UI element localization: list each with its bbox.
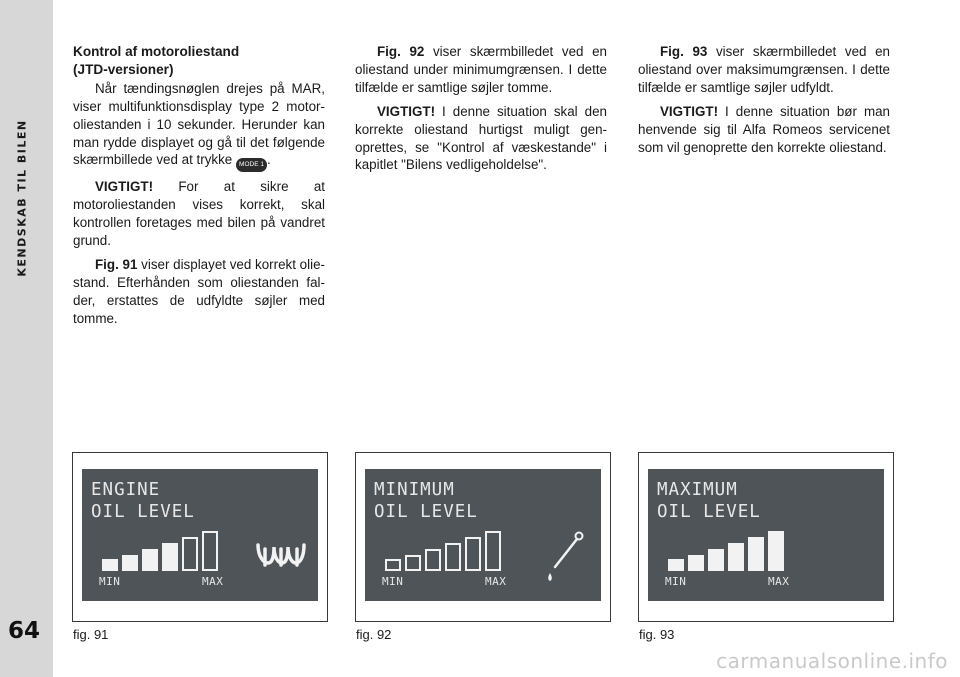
important-label: VIGTIGT! xyxy=(377,103,436,119)
paragraph xyxy=(73,178,325,250)
text-column-2 xyxy=(355,43,607,180)
oil-level-bar xyxy=(485,531,501,571)
oil-level-bar xyxy=(465,537,481,571)
figure-91 xyxy=(72,452,328,622)
display-title xyxy=(657,479,761,523)
paragraph-text: I denne situation bør man henvende sig til Alfa Romeos servicenet som vil genoprette den korrekte oliestand. xyxy=(638,103,890,155)
figure-reference: Fig. 92 xyxy=(377,44,425,59)
figure-93 xyxy=(638,452,894,622)
heading-line-1: Kontrol af motoroliestand xyxy=(73,44,240,59)
paragraph xyxy=(355,43,607,97)
paragraph xyxy=(73,256,325,328)
section-heading xyxy=(73,43,325,79)
max-label: MAX xyxy=(202,575,224,588)
oil-level-bar xyxy=(748,537,764,571)
paragraph-text: viser skærmbilledet ved en oliestand over maksimumgrænsen. I dette tilfælde er samtlige søjler udfyldt. xyxy=(638,44,891,95)
important-label: VIGTIGT! xyxy=(660,103,719,119)
oil-level-bar xyxy=(688,555,704,571)
oil-level-bar xyxy=(202,531,218,571)
oil-level-bar xyxy=(728,543,744,571)
oil-level-bar xyxy=(768,531,784,571)
mode-1-button-icon: MODE 1 xyxy=(236,158,267,172)
paragraph xyxy=(355,103,607,175)
paragraph-text: I denne situation skal den korrekte oliestand hurtigst muligt genoprettes, se "Kontrol af væskestande" i kapitlet "Bilens vedligeholdelse". xyxy=(355,103,607,173)
oil-dipstick-icon xyxy=(543,529,587,583)
glow-plug-icon xyxy=(254,541,308,575)
oil-level-bar xyxy=(162,543,178,571)
figure-reference: Fig. 91 xyxy=(95,257,138,273)
oil-level-bar xyxy=(445,543,461,571)
text-column-3 xyxy=(638,43,890,162)
min-label: MIN xyxy=(99,575,121,588)
figure-reference: Fig. 93 xyxy=(660,44,708,59)
oil-level-bar xyxy=(385,559,401,571)
display-line-2: OIL LEVEL xyxy=(374,502,478,522)
figure-caption: fig. 92 xyxy=(356,627,392,642)
lcd-display xyxy=(365,469,601,601)
display-title xyxy=(374,479,478,523)
page-number: 64 xyxy=(8,618,41,644)
heading-line-2: (JTD-versioner) xyxy=(73,61,174,77)
paragraph-text: Når tændingsnøglen drejes på MAR, viser multifunktionsdisplay type 2 motoroliestanden i 10 sekunder. Herunder kan man rydde displayet og gå til det følgende skærmbillede ved at trykke xyxy=(73,80,325,168)
oil-level-bar xyxy=(142,549,158,571)
max-label: MAX xyxy=(485,575,507,588)
text-column-1 xyxy=(73,43,325,334)
display-line-2: OIL LEVEL xyxy=(657,502,761,522)
oil-level-bar xyxy=(182,537,198,571)
sidebar xyxy=(0,0,53,677)
figure-92 xyxy=(355,452,611,622)
lcd-display xyxy=(648,469,884,601)
display-line-2: OIL LEVEL xyxy=(91,502,195,522)
paragraph-end: . xyxy=(267,152,271,168)
lcd-display xyxy=(82,469,318,601)
figure-caption: fig. 91 xyxy=(73,627,109,642)
watermark: carmanualsonline.info xyxy=(716,649,948,673)
display-line-1: MINIMUM xyxy=(374,480,455,500)
paragraph xyxy=(638,43,890,97)
oil-level-bar xyxy=(668,559,684,571)
display-line-1: ENGINE xyxy=(91,480,161,500)
paragraph-text: viser displayet ved korrekt oliestand. Efterhånden som oliestanden falder, erstattes de udfyldte søjler med tomme. xyxy=(73,257,325,326)
max-label: MAX xyxy=(768,575,790,588)
oil-level-bar xyxy=(102,559,118,571)
oil-level-bar xyxy=(708,549,724,571)
figure-caption: fig. 93 xyxy=(639,627,675,642)
min-label: MIN xyxy=(665,575,687,588)
section-title: KENDSKAB TIL BILEN xyxy=(15,119,29,277)
paragraph-text: For at sikre at motoroliestanden vises korrekt, skal kontrollen foretages med bilen på vandret grund. xyxy=(73,179,325,249)
oil-level-bar xyxy=(122,555,138,571)
paragraph-text: viser skærmbilledet ved en oliestand under minimumgrænsen. I dette tilfælde er samtlige søjler tomme. xyxy=(355,44,608,95)
paragraph xyxy=(638,103,890,157)
oil-level-bar xyxy=(405,555,421,571)
min-label: MIN xyxy=(382,575,404,588)
oil-level-bar xyxy=(425,549,441,571)
paragraph xyxy=(73,80,325,173)
important-label: VIGTIGT! xyxy=(95,179,154,195)
display-title xyxy=(91,479,195,523)
display-line-1: MAXIMUM xyxy=(657,480,738,500)
